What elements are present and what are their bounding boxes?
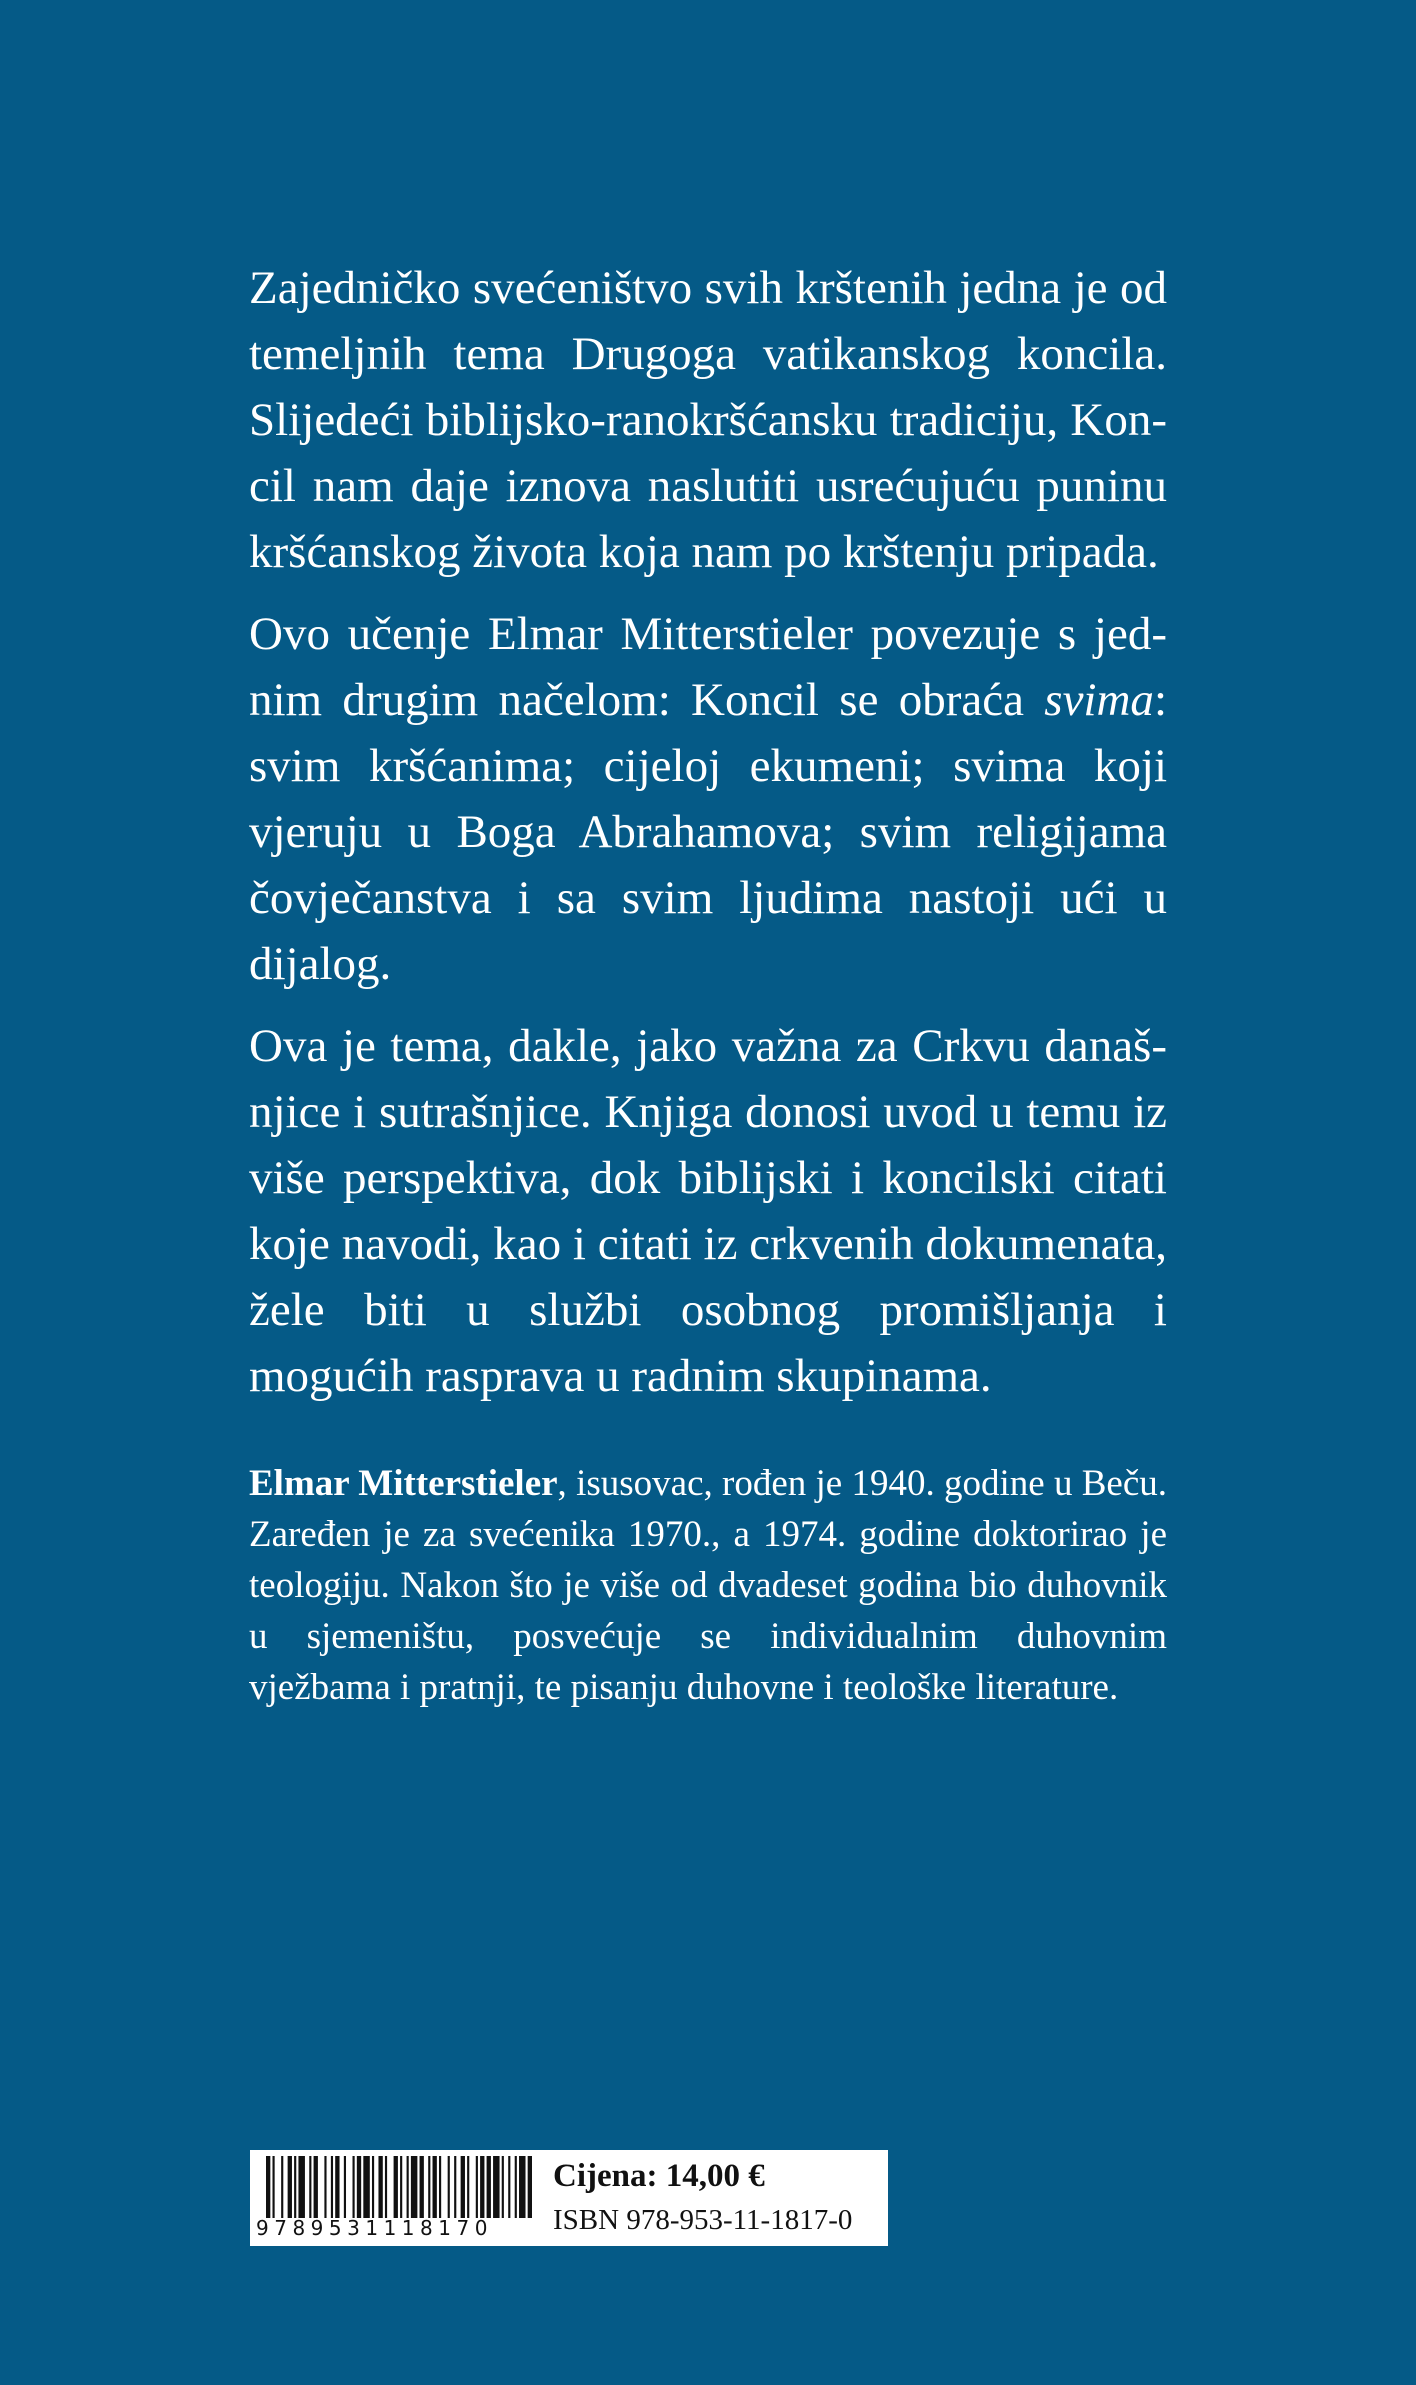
barcode-bar [372, 2156, 374, 2218]
author-bio-text: , isusovac, rođen je 1940. godine u Beču. Zaređen je za svećenika 1970., a 1974. godine doktorirao je teologiju. Nakon što je više od dvadeset godina bio duhovnik u sjemeništu, posvećuje se individualnim duhovnim vježbama i pratnji, te pisanju duhovne i teološke literature. [249, 1463, 1167, 1708]
barcode-bar [508, 2156, 510, 2218]
barcode-bar [353, 2156, 355, 2218]
barcode-icon [266, 2156, 532, 2218]
barcode-bar [324, 2156, 326, 2218]
barcode-digits: 9789531118170 [256, 2216, 493, 2240]
price: Cijena: 14,00 € [553, 2158, 765, 2194]
barcode-bar [335, 2156, 339, 2218]
blurb-paragraph-2 [249, 601, 1167, 997]
barcode-bar [428, 2156, 430, 2218]
blurb-paragraph-2-start: Ovo učenje Elmar Mitterstieler povezuje s jednim drugim načelom: Koncil se obraća [249, 608, 1167, 726]
blurb-text [249, 255, 1167, 1425]
barcode-bar [439, 2156, 441, 2218]
barcode-bar [467, 2156, 469, 2218]
barcode-bar [357, 2156, 361, 2218]
barcode-bar [519, 2156, 525, 2218]
barcode [256, 2156, 538, 2240]
barcode-bar [487, 2156, 491, 2218]
barcode-bar [288, 2156, 292, 2218]
barcode-bar [454, 2156, 456, 2218]
barcode-bar [480, 2156, 484, 2218]
barcode-bar [448, 2156, 450, 2218]
barcode-bar [272, 2156, 274, 2218]
barcode-bar [515, 2156, 517, 2218]
barcode-bar [461, 2156, 465, 2218]
barcode-bar [407, 2156, 409, 2218]
barcode-bar [528, 2156, 532, 2218]
barcode-bar [378, 2156, 382, 2218]
blurb-paragraph-3: Ova je tema, dakle, jako važna za Crkvu današnjice i sutrašnjice. Knjiga donosi uvod u temu iz više perspektiva, dok biblijski i koncilski citati koje navodi, kao i citati iz crkvenih dokumenata, žele biti u službi osobnog promišljanja i mogućih rasprava u radnim skupinama. [249, 1020, 1167, 1402]
barcode-bar [394, 2156, 398, 2218]
barcode-bar [344, 2156, 346, 2218]
barcode-bar [363, 2156, 369, 2218]
barcode-bar [309, 2156, 311, 2218]
blurb-paragraph-1: Zajedničko svećeništvo svih krštenih jedna je od temeljnih tema Drugoga vatikanskog koncila. Slijedeći biblijsko-ranokršćansku tradiciju, Koncil nam daje iznova naslutiti usrećujuću puninu kršćanskog života koja nam po krštenju pripada. [249, 262, 1167, 578]
blurb-paragraph-2-end: : svim kršćanima; cijeloj ekumeni; svima koji vjeruju u Boga Abrahamova; svim religijama čovječanstva i sa svim ljudima nastoji ući u dijalog. [249, 674, 1167, 990]
blurb-emphasis-svima: svima [1044, 674, 1154, 726]
price-label [250, 2150, 888, 2246]
barcode-bar [385, 2156, 387, 2218]
barcode-bar [502, 2156, 504, 2218]
barcode-bar [433, 2156, 437, 2218]
barcode-bar [314, 2156, 318, 2218]
barcode-bar [298, 2156, 304, 2218]
barcode-bar [411, 2156, 417, 2218]
barcode-bar [331, 2156, 333, 2218]
barcode-bar [266, 2156, 270, 2218]
author-name: Elmar Mitterstieler [249, 1463, 558, 1504]
author-bio-paragraph [249, 1458, 1167, 1713]
barcode-bar [281, 2156, 283, 2218]
isbn: ISBN 978-953-11-1817-0 [553, 2204, 853, 2236]
barcode-bar [476, 2156, 478, 2218]
author-bio [249, 1458, 1167, 1713]
barcode-bar [294, 2156, 296, 2218]
barcode-bar [420, 2156, 424, 2218]
barcode-bar [400, 2156, 402, 2218]
barcode-bar [493, 2156, 499, 2218]
